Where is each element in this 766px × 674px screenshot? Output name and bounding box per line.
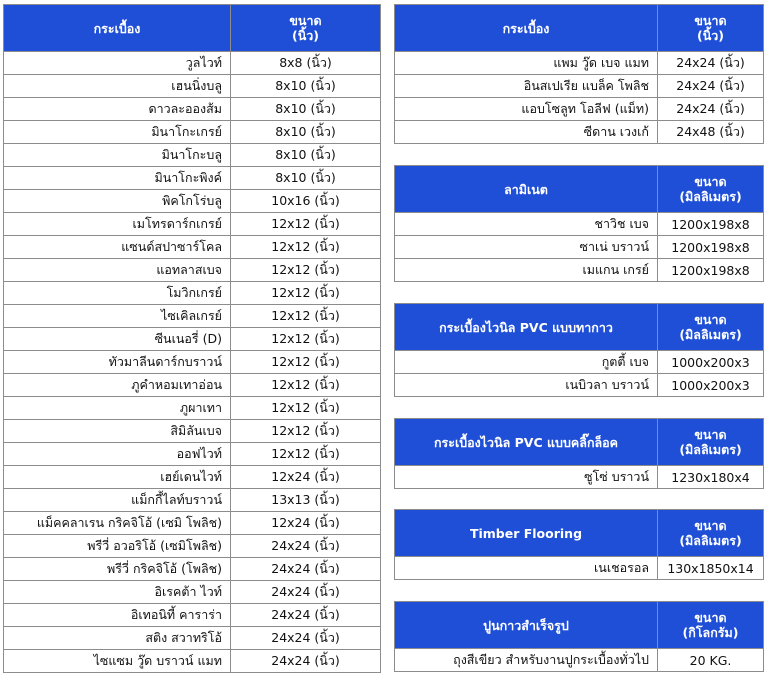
table-row [395,52,764,75]
size-header-line2: (มิลลิเมตร) [679,327,742,342]
tile-size-cell: 24x24 (นิ้ว) [231,627,381,650]
item-name-cell: ชาวิช เบจ [395,213,658,236]
tile-size-cell: 12x12 (นิ้ว) [231,397,381,420]
column-header-size [231,5,381,52]
table-row [4,627,381,650]
column-header-size [658,5,764,52]
grout-table [394,601,764,672]
table-row [4,558,381,581]
table-row [4,535,381,558]
tile-name-cell: ออฟไวท์ [4,443,231,466]
item-size-cell: 24x48 (นิ้ว) [658,121,764,144]
tile-size-cell: 12x12 (นิ้ว) [231,305,381,328]
item-name-cell: แอบโซลูท โอลีฟ (แม็ท) [395,98,658,121]
table-row [395,374,764,397]
item-size-cell: 1000x200x3 [658,374,764,397]
tile-size-cell: 12x12 (นิ้ว) [231,351,381,374]
table-row [4,328,381,351]
tile-name-cell: โมวิกเกรย์ [4,282,231,305]
tile-size-cell: 12x12 (นิ้ว) [231,420,381,443]
table-row [4,236,381,259]
tile-name-cell: แม็คคลาเรน กริคจิโอ้ (เซมิ โพลิช) [4,512,231,535]
tile-size-cell: 24x24 (นิ้ว) [231,535,381,558]
item-name-cell: ซีดาน เวงเก้ [395,121,658,144]
table-row [4,144,381,167]
tile-name-cell: ดาวละอองส้ม [4,98,231,121]
item-size-cell: 130x1850x14 [658,557,764,580]
item-name-cell: เนบิวลา บราวน์ [395,374,658,397]
tile-name-cell: อิเทอนิที้ คาราร่า [4,604,231,627]
tile-name-cell: ไซเคิลเกรย์ [4,305,231,328]
table-row [4,190,381,213]
tile-size-cell: 24x24 (นิ้ว) [231,650,381,673]
table-row [395,236,764,259]
tile-name-cell: มินาโกะเกรย์ [4,121,231,144]
tile-size-cell: 10x16 (นิ้ว) [231,190,381,213]
item-size-cell: 20 KG. [658,649,764,672]
tile-size-cell: 12x12 (นิ้ว) [231,328,381,351]
tile-size-cell: 8x10 (นิ้ว) [231,98,381,121]
item-size-cell: 1230x180x4 [658,466,764,489]
column-header-category: กระเบื้อง [395,5,658,52]
tile-size-cell: 12x24 (นิ้ว) [231,466,381,489]
column-header-category: กระเบื้องไวนิล PVC แบบคลิ๊กล็อค [395,419,658,466]
tile-name-cell: พรีวี่ กริคจิโอ้ (โพลิช) [4,558,231,581]
table-row [395,121,764,144]
tile-name-cell: สิมิลันเบจ [4,420,231,443]
tile-name-cell: เฮนนิ่งบลู [4,75,231,98]
table-row [395,213,764,236]
size-header-line2: (นิ้ว) [697,28,724,43]
size-header-line2: (มิลลิเมตร) [679,442,742,457]
column-header-category: ปูนกาวสำเร็จรูป [395,602,658,649]
item-name-cell: ซูโซ่ บราวน์ [395,466,658,489]
item-size-cell: 24x24 (นิ้ว) [658,52,764,75]
tile-name-cell: อิเรคต้า ไวท์ [4,581,231,604]
item-size-cell: 1200x198x8 [658,259,764,282]
item-size-cell: 24x24 (นิ้ว) [658,98,764,121]
tile-name-cell: แม็กกี้ไลท์บราวน์ [4,489,231,512]
tile-size-cell: 12x12 (นิ้ว) [231,213,381,236]
column-header-size [658,602,764,649]
table-row [4,121,381,144]
size-header-line1: ขนาด [289,13,322,28]
item-size-cell: 1000x200x3 [658,351,764,374]
tile-size-cell: 8x10 (นิ้ว) [231,121,381,144]
column-header-size [658,419,764,466]
item-name-cell: กูตตี้ เบจ [395,351,658,374]
size-header-line1: ขนาด [694,13,727,28]
tile-name-cell: สติง สวาทริโอ้ [4,627,231,650]
tile-size-cell: 12x12 (นิ้ว) [231,443,381,466]
tile-size-cell: 8x8 (นิ้ว) [231,52,381,75]
tile-name-cell: ภูคำหอมเทาอ่อน [4,374,231,397]
table-row [4,489,381,512]
table-row [395,98,764,121]
item-name-cell: เนเชอรอล [395,557,658,580]
table-row [395,557,764,580]
size-header-line2: (นิ้ว) [292,28,319,43]
size-header-line1: ขนาด [694,518,727,533]
item-name-cell: ซาเน่ บราวน์ [395,236,658,259]
table-row [395,649,764,672]
tile-size-cell: 12x12 (นิ้ว) [231,282,381,305]
tile-name-cell: ไซแซม วู๊ด บราวน์ แมท [4,650,231,673]
table-row [4,282,381,305]
table-row [4,650,381,673]
tile-size-cell: 13x13 (นิ้ว) [231,489,381,512]
tile-name-cell: มินาโกะบลู [4,144,231,167]
tile-size-cell: 24x24 (นิ้ว) [231,581,381,604]
size-header-line1: ขนาด [694,174,727,189]
tile-name-cell: พรีวี่ อวอริโอ้ (เซมิโพลิช) [4,535,231,558]
tile-size-cell: 8x10 (นิ้ว) [231,144,381,167]
tiles2-table [394,4,764,144]
size-header-line2: (มิลลิเมตร) [679,533,742,548]
column-header-size [658,304,764,351]
table-row [4,52,381,75]
tile-size-cell: 8x10 (นิ้ว) [231,75,381,98]
table-row [4,305,381,328]
table-row [4,420,381,443]
pvc-click-table [394,418,764,489]
table-row [4,374,381,397]
timber-table [394,509,764,580]
item-name-cell: ถุงสีเขียว สำหรับงานปูกระเบื้องทั่วไป [395,649,658,672]
tile-name-cell: ภูผาเทา [4,397,231,420]
table-row [4,213,381,236]
tile-name-cell: เฮย์เดนไวท์ [4,466,231,489]
tile-name-cell: ทัวมาลีนดาร์กบราวน์ [4,351,231,374]
table-row [4,466,381,489]
size-header-line2: (มิลลิเมตร) [679,189,742,204]
table-row [4,167,381,190]
tile-size-cell: 12x12 (นิ้ว) [231,374,381,397]
column-header-size [658,510,764,557]
tile-name-cell: วูลไวท์ [4,52,231,75]
pvc-glue-table [394,303,764,397]
table-row [4,512,381,535]
table-row [4,75,381,98]
table-row [395,466,764,489]
item-name-cell: แพม วู๊ด เบจ แมท [395,52,658,75]
tile-name-cell: เมโทรดาร์กเกรย์ [4,213,231,236]
item-name-cell: เมแกน เกรย์ [395,259,658,282]
tile-size-cell: 24x24 (นิ้ว) [231,558,381,581]
column-header-category: Timber Flooring [395,510,658,557]
table-row [4,581,381,604]
laminate-table [394,165,764,282]
column-header-size [658,166,764,213]
item-size-cell: 1200x198x8 [658,213,764,236]
tile-size-cell: 12x12 (นิ้ว) [231,236,381,259]
table-row [395,259,764,282]
tile-size-cell: 12x24 (นิ้ว) [231,512,381,535]
table-row [4,98,381,121]
size-header-line1: ขนาด [694,312,727,327]
tile-name-cell: ซีนเนอรี่ (D) [4,328,231,351]
item-size-cell: 1200x198x8 [658,236,764,259]
table-row [395,75,764,98]
size-header-line1: ขนาด [694,610,727,625]
tile-name-cell: แอทลาสเบจ [4,259,231,282]
tile-name-cell: พิคโกโร่บลู [4,190,231,213]
tile-size-cell: 12x12 (นิ้ว) [231,259,381,282]
tile-name-cell: มินาโกะพิงค์ [4,167,231,190]
size-header-line1: ขนาด [694,427,727,442]
table-row [4,443,381,466]
item-name-cell: อินสเปเรีย แบล็ค โพลิช [395,75,658,98]
tile-size-cell: 8x10 (นิ้ว) [231,167,381,190]
main-tile-table [3,4,381,673]
table-row [4,351,381,374]
size-header-line2: (กิโลกรัม) [682,625,739,640]
table-row [395,351,764,374]
table-row [4,259,381,282]
column-header-category: ลามิเนต [395,166,658,213]
tile-size-cell: 24x24 (นิ้ว) [231,604,381,627]
tile-name-cell: แซนด์สปาซาร์โคล [4,236,231,259]
item-size-cell: 24x24 (นิ้ว) [658,75,764,98]
table-row [4,604,381,627]
table-row [4,397,381,420]
column-header-category: กระเบื้องไวนิล PVC แบบทากาว [395,304,658,351]
column-header-tile: กระเบื้อง [4,5,231,52]
